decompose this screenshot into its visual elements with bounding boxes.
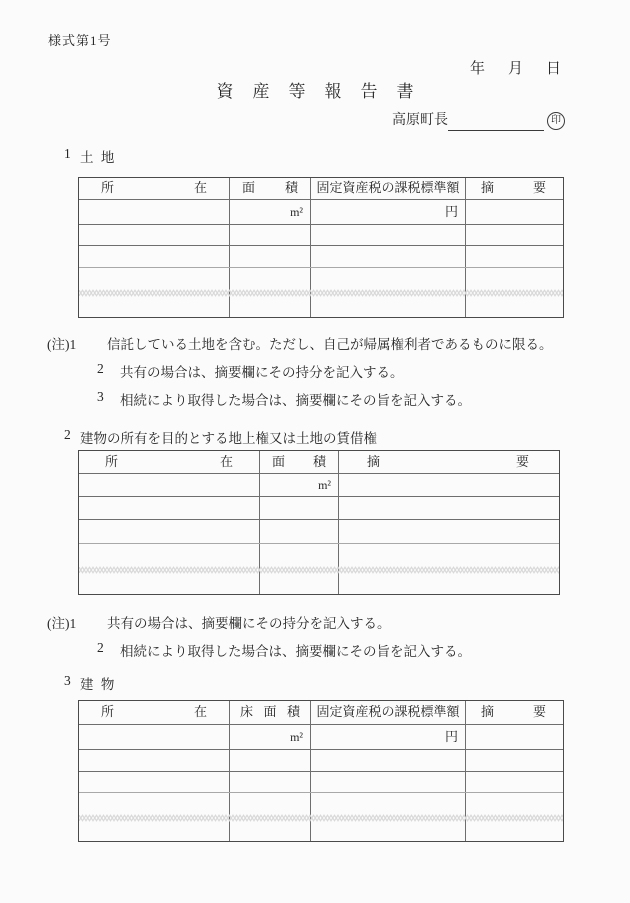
blank-cell bbox=[310, 772, 465, 792]
unit-row bbox=[79, 724, 563, 749]
note-text: 相続により取得した場合は、摘要欄にその旨を記入する。 bbox=[120, 644, 471, 659]
section-2-heading bbox=[64, 427, 377, 447]
unit-cell-yen: 円 bbox=[310, 200, 465, 224]
unit-row bbox=[79, 473, 559, 496]
blank-cell bbox=[465, 793, 561, 841]
unit-cell-yen: 円 bbox=[310, 725, 465, 749]
note-label: 3 bbox=[97, 389, 104, 404]
addressee-label: 高原町長 bbox=[392, 113, 448, 128]
section-number: 3 bbox=[64, 673, 71, 688]
blank-cell bbox=[79, 246, 229, 267]
table-row bbox=[79, 519, 559, 543]
blank-cell bbox=[465, 750, 561, 771]
blank-cell bbox=[465, 772, 561, 792]
note-line bbox=[97, 361, 404, 381]
header-cell-tax-base: 固定資産税の課税標準額 bbox=[310, 178, 465, 199]
header-cell-location: 所 在 bbox=[101, 704, 207, 719]
blank-cell bbox=[465, 268, 561, 317]
blank-cell bbox=[338, 497, 557, 519]
table-row bbox=[79, 749, 563, 771]
blank-cell bbox=[79, 520, 259, 543]
note-label: (注)1 bbox=[47, 616, 77, 631]
section-1-heading bbox=[64, 146, 114, 166]
blank-cell bbox=[79, 497, 259, 519]
section-label: 建物の所有を目的とする地上権又は土地の賃借権 bbox=[80, 431, 377, 446]
table-header-row bbox=[79, 701, 563, 724]
blank-cell bbox=[79, 225, 229, 245]
blank-cell bbox=[465, 246, 561, 267]
note-line bbox=[47, 612, 391, 632]
unit-cell-m2: m² bbox=[259, 474, 338, 496]
date-month-label: 月 bbox=[508, 61, 524, 77]
addressee-signature-blank bbox=[448, 111, 544, 131]
blank-cell bbox=[465, 725, 561, 749]
blank-cell bbox=[229, 268, 310, 317]
blank-cell bbox=[229, 793, 310, 841]
blank-cell bbox=[229, 772, 310, 792]
leasehold-table bbox=[78, 450, 560, 595]
note-text: 共有の場合は、摘要欄にその持分を記入する。 bbox=[120, 365, 404, 380]
blank-cell bbox=[79, 793, 229, 841]
blank-cell bbox=[338, 544, 557, 594]
blank-cell bbox=[310, 268, 465, 317]
blank-cell bbox=[310, 246, 465, 267]
table-header-row bbox=[79, 451, 559, 473]
header-cell-remarks: 摘 要 bbox=[338, 451, 557, 473]
table-row-truncated bbox=[79, 792, 563, 841]
section-number: 2 bbox=[64, 427, 71, 442]
note-text: 共有の場合は、摘要欄にその持分を記入する。 bbox=[107, 616, 391, 631]
land-table bbox=[78, 177, 564, 318]
blank-cell bbox=[79, 544, 259, 594]
blank-cell bbox=[259, 497, 338, 519]
blank-cell bbox=[259, 544, 338, 594]
section-label: 建 物 bbox=[80, 677, 115, 692]
table-row-truncated bbox=[79, 543, 559, 594]
section-3-heading bbox=[64, 673, 114, 693]
note-line bbox=[97, 640, 471, 660]
header-cell-remarks: 摘 要 bbox=[465, 701, 561, 724]
table-row-truncated bbox=[79, 267, 563, 317]
blank-cell bbox=[259, 520, 338, 543]
note-text: 信託している土地を含む。ただし、自己が帰属権利者であるものに限る。 bbox=[107, 337, 553, 352]
note-line bbox=[47, 333, 553, 353]
blank-cell bbox=[79, 750, 229, 771]
form-number-label: 様式第1号 bbox=[48, 33, 112, 48]
header-cell-floor-area: 床 面 積 bbox=[229, 701, 310, 724]
header-cell-remarks: 摘 要 bbox=[465, 178, 561, 199]
blank-cell bbox=[310, 225, 465, 245]
seal-mark-icon: 印 bbox=[547, 112, 565, 130]
unit-row bbox=[79, 199, 563, 224]
blank-cell bbox=[465, 200, 561, 224]
note-label: 2 bbox=[97, 361, 104, 376]
blank-cell bbox=[310, 750, 465, 771]
date-day-label: 日 bbox=[546, 61, 562, 77]
blank-cell bbox=[338, 520, 557, 543]
date-year-label: 年 bbox=[470, 61, 486, 77]
addressee-line bbox=[392, 111, 565, 131]
section-number: 1 bbox=[64, 146, 71, 161]
table-row bbox=[79, 496, 559, 519]
blank-cell bbox=[229, 750, 310, 771]
blank-cell bbox=[79, 772, 229, 792]
blank-cell bbox=[79, 474, 259, 496]
blank-cell bbox=[310, 793, 465, 841]
blank-cell bbox=[229, 246, 310, 267]
unit-cell-m2: m² bbox=[229, 200, 310, 224]
header-cell-area: 面 積 bbox=[259, 451, 338, 473]
note-label: 2 bbox=[97, 640, 104, 655]
section-label: 土 地 bbox=[80, 150, 115, 165]
header-cell-tax-base: 固定資産税の課税標準額 bbox=[310, 701, 465, 724]
table-row bbox=[79, 224, 563, 245]
header-cell-area: 面 積 bbox=[229, 178, 310, 199]
header-cell-location: 所 在 bbox=[101, 180, 207, 195]
note-text: 相続により取得した場合は、摘要欄にその旨を記入する。 bbox=[120, 393, 471, 408]
blank-cell bbox=[465, 225, 561, 245]
note-line bbox=[97, 389, 471, 409]
table-row bbox=[79, 245, 563, 267]
blank-cell bbox=[79, 268, 229, 317]
note-label: (注)1 bbox=[47, 337, 77, 352]
report-title: 資産等報告書 bbox=[216, 82, 433, 101]
blank-cell bbox=[79, 725, 229, 749]
blank-cell bbox=[79, 200, 229, 224]
unit-cell-m2: m² bbox=[229, 725, 310, 749]
table-row bbox=[79, 771, 563, 792]
blank-cell bbox=[338, 474, 557, 496]
header-cell-location: 所 在 bbox=[105, 454, 233, 469]
table-header-row bbox=[79, 178, 563, 199]
blank-cell bbox=[229, 225, 310, 245]
building-table bbox=[78, 700, 564, 842]
